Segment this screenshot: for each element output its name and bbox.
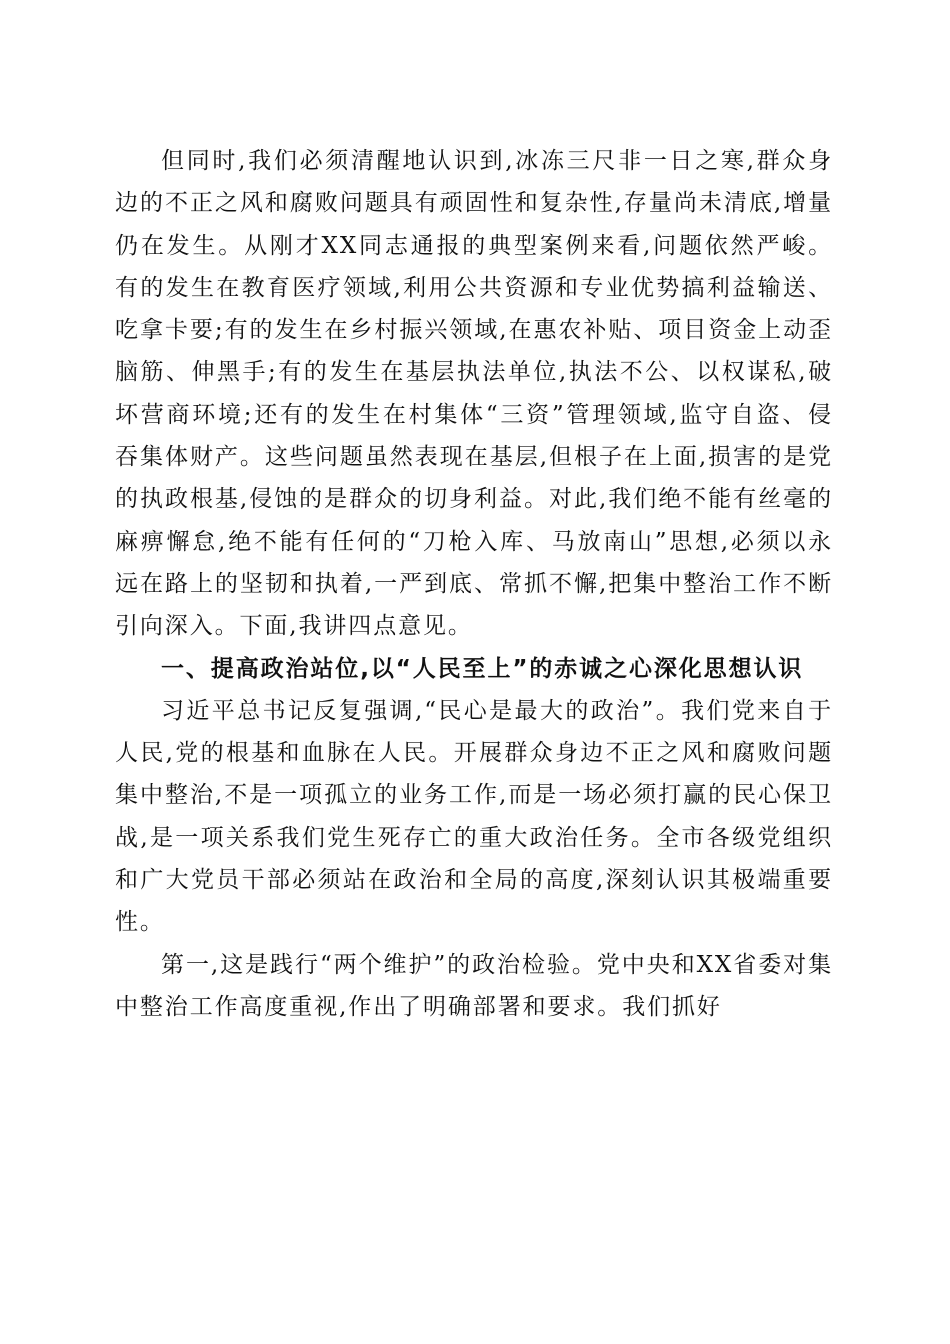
body-paragraph: 第一,这是践行“两个维护”的政治检验。党中央和XX省委对集中整治工作高度重视,作出了明确部署和要求。我们抓好 (115, 951, 833, 1020)
body-paragraph: 习近平总书记反复强调,“民心是最大的政治”。我们党来自于人民,党的根基和血脉在人民。开展群众身边不正之风和腐败问题集中整治,不是一项孤立的业务工作,而是一场必须打赢的民心保卫战,是一项关系我们党生死存亡的重大政治任务。全市各级党组织和广大党员干部必须站在政治和全局的高度,深刻认识其极端重要性。 (115, 697, 833, 936)
section-heading: 一、提高政治站位,以“人民至上”的赤诚之心深化思想认识 (161, 655, 804, 682)
document-body (115, 140, 833, 1028)
body-paragraph: 但同时,我们必须清醒地认识到,冰冻三尺非一日之寒,群众身边的不正之风和腐败问题具有顽固性和复杂性,存量尚未清底,增量仍在发生。从刚才XX同志通报的典型案例来看,问题依然严峻。有的发生在教育医疗领域,利用公共资源和专业优势搞利益输送、吃拿卡要;有的发生在乡村振兴领域,在惠农补贴、项目资金上动歪脑筋、伸黑手;有的发生在基层执法单位,执法不公、以权谋私,破坏营商环境;还有的发生在村集体“三资”管理领域,监守自盗、侵吞集体财产。这些问题虽然表现在基层,但根子在上面,损害的是党的执政根基,侵蚀的是群众的切身利益。对此,我们绝不能有丝毫的麻痹懈怠,绝不能有任何的“刀枪入库、马放南山”思想,必须以永远在路上的坚韧和执着,一严到底、常抓不懈,把集中整治工作不断引向深入。下面,我讲四点意见。 (115, 148, 833, 640)
